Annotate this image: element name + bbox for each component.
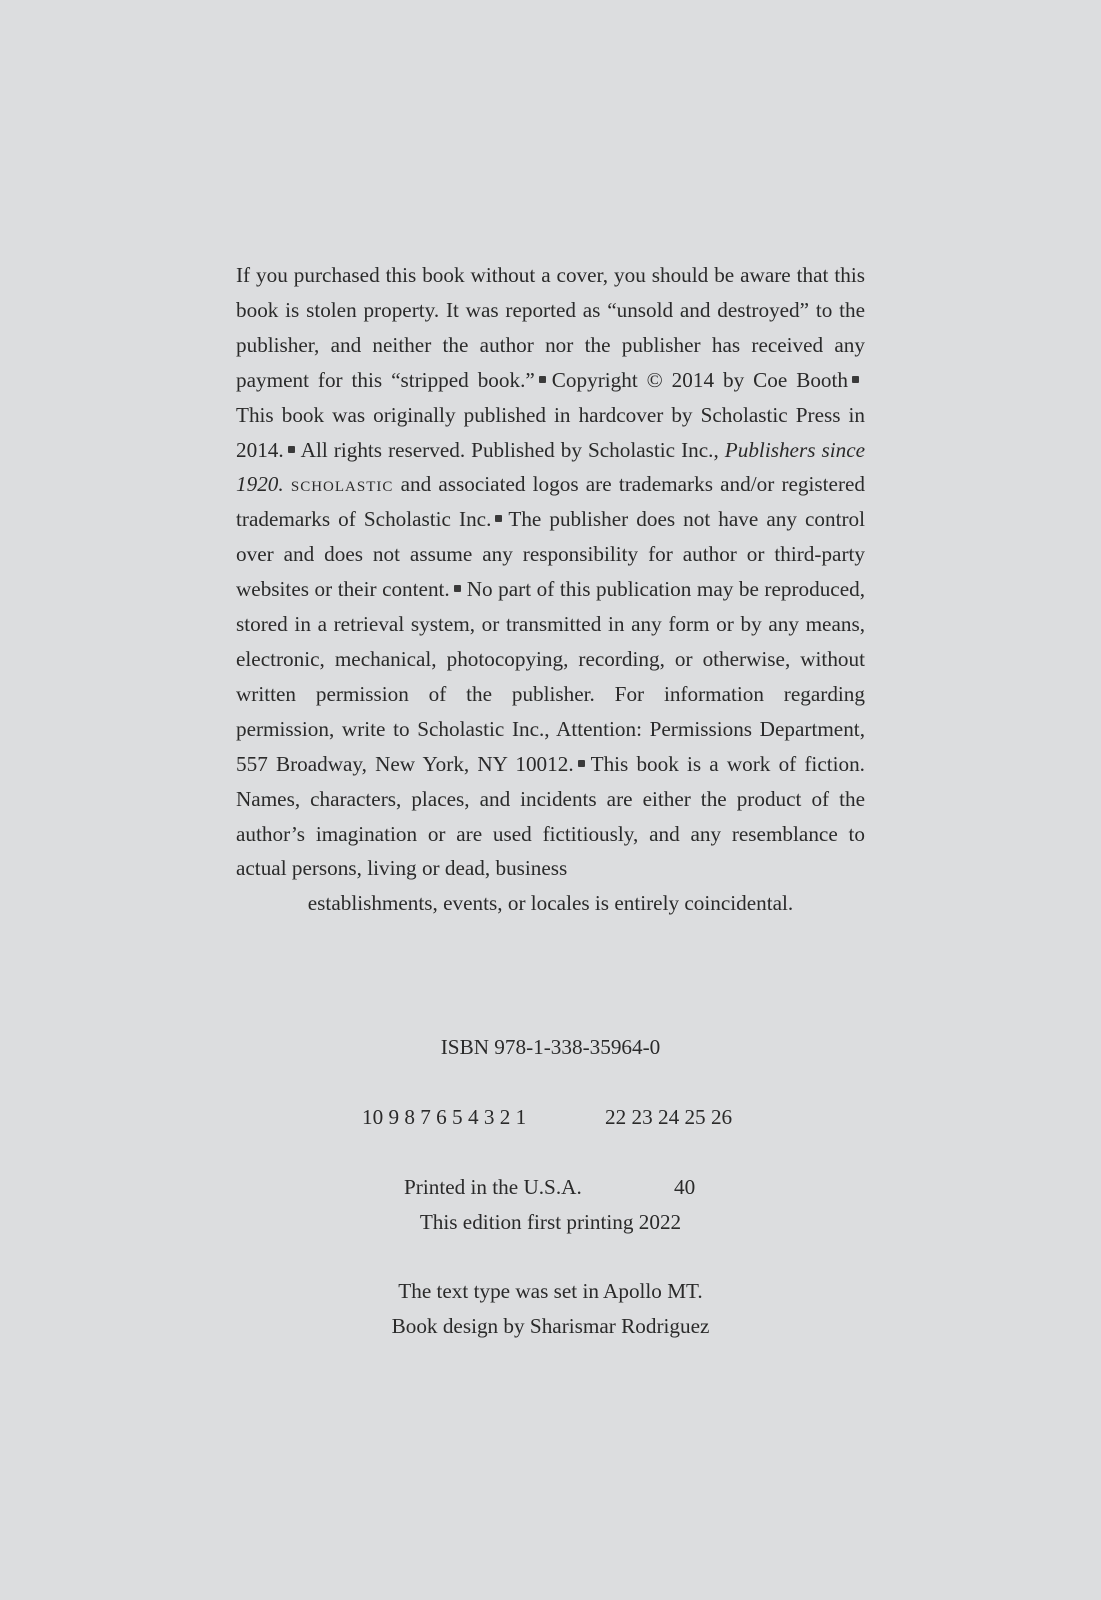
publisher-tagline: Publishers since 1920.: [236, 437, 865, 497]
stripped-book-warning: If you purchased this book without a cover, you should be aware that this book is stolen property. It was reported as “unsold and destroyed” to the publisher, and neither the author nor the publisher has received any payment for this “stripped book.”: [236, 263, 865, 392]
bullet-separator: [495, 515, 502, 522]
trademark-statement: and associated logos are trademarks and/or registered trademarks of Scholastic Inc.: [236, 472, 866, 532]
bullet-separator: [454, 585, 461, 592]
printer-code: 40: [674, 1175, 696, 1199]
bullet-separator: [578, 760, 585, 767]
bullet-separator: [852, 376, 859, 383]
reproduction-notice: No part of this publication may be reproduced, stored in a retrieval system, or transmitted in any form or by any means, electronic, mechanical, photocopying, recording, or otherwise, without written permission of the publisher. For information regarding permission, write to Scholastic Inc., Attention: Permissions Department, 557 Broadway, New York, NY 10012.: [236, 577, 866, 776]
bullet-separator: [539, 376, 546, 383]
isbn: ISBN 978-1-338-35964-0: [440, 1035, 661, 1059]
edition-note: This edition first printing 2022: [419, 1210, 682, 1234]
fiction-disclaimer: This book is a work of fiction. Names, characters, places, and incidents are either the product of the author’s imagination or are used fictitiously, and any resemblance to actual persons, living or dead, business: [236, 751, 865, 881]
copyright-notice: [236, 258, 865, 921]
impression-numbers: 10 9 8 7 6 5 4 3 2 1: [362, 1105, 527, 1129]
type-note: The text type was set in Apollo MT.: [398, 1279, 703, 1303]
year-numbers: 22 23 24 25 26: [605, 1105, 733, 1129]
design-credit: Book design by Sharismar Rodriguez: [391, 1314, 710, 1338]
third-party-disclaimer: The publisher does not have any control over and does not assume any responsibility for author or third-party websites or their content.: [236, 507, 865, 602]
copyright-line: Copyright © 2014 by Coe Booth: [551, 367, 848, 392]
publisher-trademark: scholastic: [290, 472, 394, 497]
fiction-disclaimer-end: establishments, events, or locales is entirely coincidental.: [307, 891, 794, 916]
bullet-separator: [288, 446, 295, 453]
rights-statement: All rights reserved. Published by Scholastic Inc.,: [300, 437, 719, 462]
original-publication-note: This book was originally published in hardcover by Scholastic Press in 2014.: [236, 402, 865, 462]
printed-in: Printed in the U.S.A.: [404, 1175, 582, 1199]
